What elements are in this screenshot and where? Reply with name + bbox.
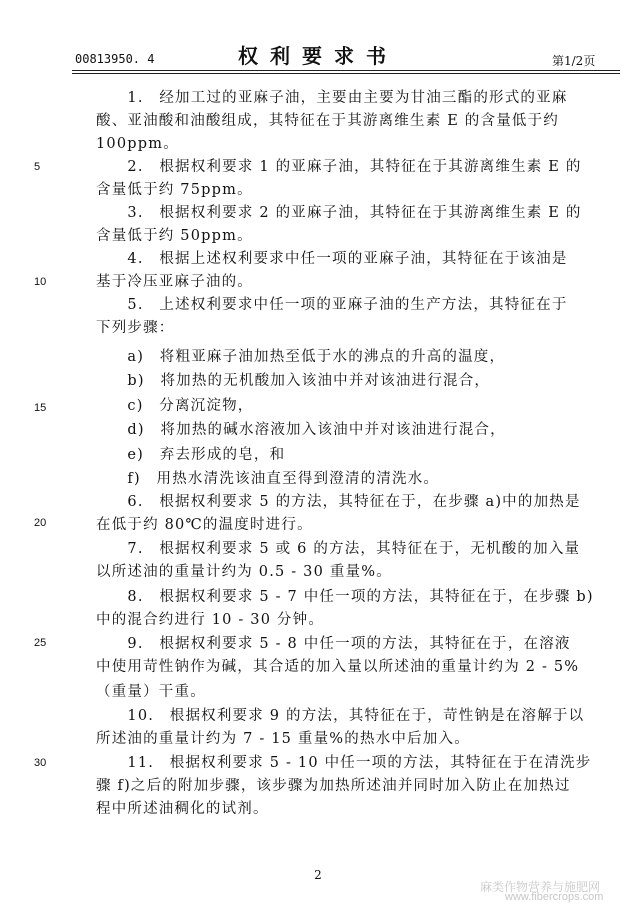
claim-step-line: f) 用热水清洗该油直至得到澄清的清洗水。 (96, 471, 440, 487)
claim-text-line: 所述油的重量计约为 7 - 15 重量%的热水中后加入。 (96, 731, 470, 747)
claim-text-line: 2. 根据权利要求 1 的亚麻子油，其特征在于其游离维生素 E 的 (96, 159, 582, 175)
claim-text-line: 酸、亚油酸和油酸组成，其特征在于其游离维生素 E 的含量低于约 (96, 113, 560, 129)
claim-step-line: c) 分离沉淀物， (96, 398, 254, 414)
claim-text-line: 4. 根据上述权利要求中任一项的亚麻子油，其特征在于该油是 (96, 251, 568, 267)
claim-text-line: 含量低于约 75ppm。 (96, 182, 253, 198)
watermark-text: 麻类作物营养与施肥网 (480, 880, 601, 894)
claim-text-line: 7. 根据权利要求 5 或 6 的方法，其特征在于，无机酸的加入量 (96, 541, 581, 557)
claim-text-line: 1. 经加工过的亚麻子油，主要由主要为甘油三酯的形式的亚麻 (96, 90, 568, 106)
document-title: 权利要求书 (238, 44, 398, 68)
claim-text-line: 3. 根据权利要求 2 的亚麻子油，其特征在于其游离维生素 E 的 (96, 205, 582, 221)
page-header (0, 0, 636, 80)
claim-text-line: （重量）干重。 (96, 684, 206, 700)
margin-line-number: 10 (34, 276, 47, 288)
claim-text-line: 中的混合约进行 10 - 30 分钟。 (96, 612, 325, 628)
claim-text-line: 中使用苛性钠作为碱，其合适的加入量以所述油的重量计约为 2 - 5% (96, 659, 580, 675)
claim-text-line: 含量低于约 50ppm。 (96, 228, 253, 244)
claim-step-line: e) 弃去形成的皂，和 (96, 447, 286, 463)
claim-text-line: 骤 f)之后的附加步骤，该步骤为加热所述油并同时加入防止在加热过 (96, 778, 571, 794)
claim-text-line: 10. 根据权利要求 9 的方法，其特征在于，苛性钠是在溶解于以 (96, 708, 585, 724)
claim-text-line: 下列步骤： (96, 320, 175, 336)
margin-line-number: 5 (34, 161, 41, 173)
margin-line-number: 25 (34, 637, 47, 649)
document-number: 00813950. 4 (75, 52, 155, 66)
claim-text-line: 100ppm。 (96, 136, 179, 152)
claim-text-line: 5. 上述权利要求中任一项的亚麻子油的生产方法，其特征在于 (96, 297, 568, 313)
claim-text-line: 6. 根据权利要求 5 的方法，其特征在于，在步骤 a)中的加热是 (96, 494, 581, 510)
page-number: 2 (314, 868, 322, 882)
header-rule-bottom (72, 73, 620, 74)
margin-line-number: 15 (34, 402, 47, 414)
claim-step-line: a) 将粗亚麻子油加热至低于水的沸点的升高的温度， (96, 349, 506, 365)
claim-text-line: 程中所述油稠化的试剂。 (96, 801, 269, 817)
claim-text-line: 9. 根据权利要求 5 - 8 中任一项的方法，其特征在于，在溶液 (96, 636, 571, 652)
claim-text-line: 8. 根据权利要求 5 - 7 中任一项的方法，其特征在于，在步骤 b) (96, 589, 594, 605)
claim-step-line: b) 将加热的无机酸加入该油中并对该油进行混合， (96, 373, 491, 389)
watermark-url: www.fibercrops.com (505, 891, 604, 903)
claim-text-line: 以所述油的重量计约为 0.5 - 30 重量%。 (96, 564, 392, 580)
page-indicator: 第1/2页 (552, 54, 596, 68)
claim-text-line: 在低于约 80℃的温度时进行。 (96, 517, 313, 533)
margin-line-number: 20 (34, 517, 47, 529)
claim-text-line: 基于冷压亚麻子油的。 (96, 274, 253, 290)
margin-line-number: 30 (34, 757, 47, 769)
claim-step-line: d) 将加热的碱水溶液加入该油中并对该油进行混合， (96, 422, 506, 438)
header-rule-top (72, 70, 620, 71)
claim-text-line: 11. 根据权利要求 5 - 10 中任一项的方法，其特征在于在清洗步 (96, 755, 592, 771)
